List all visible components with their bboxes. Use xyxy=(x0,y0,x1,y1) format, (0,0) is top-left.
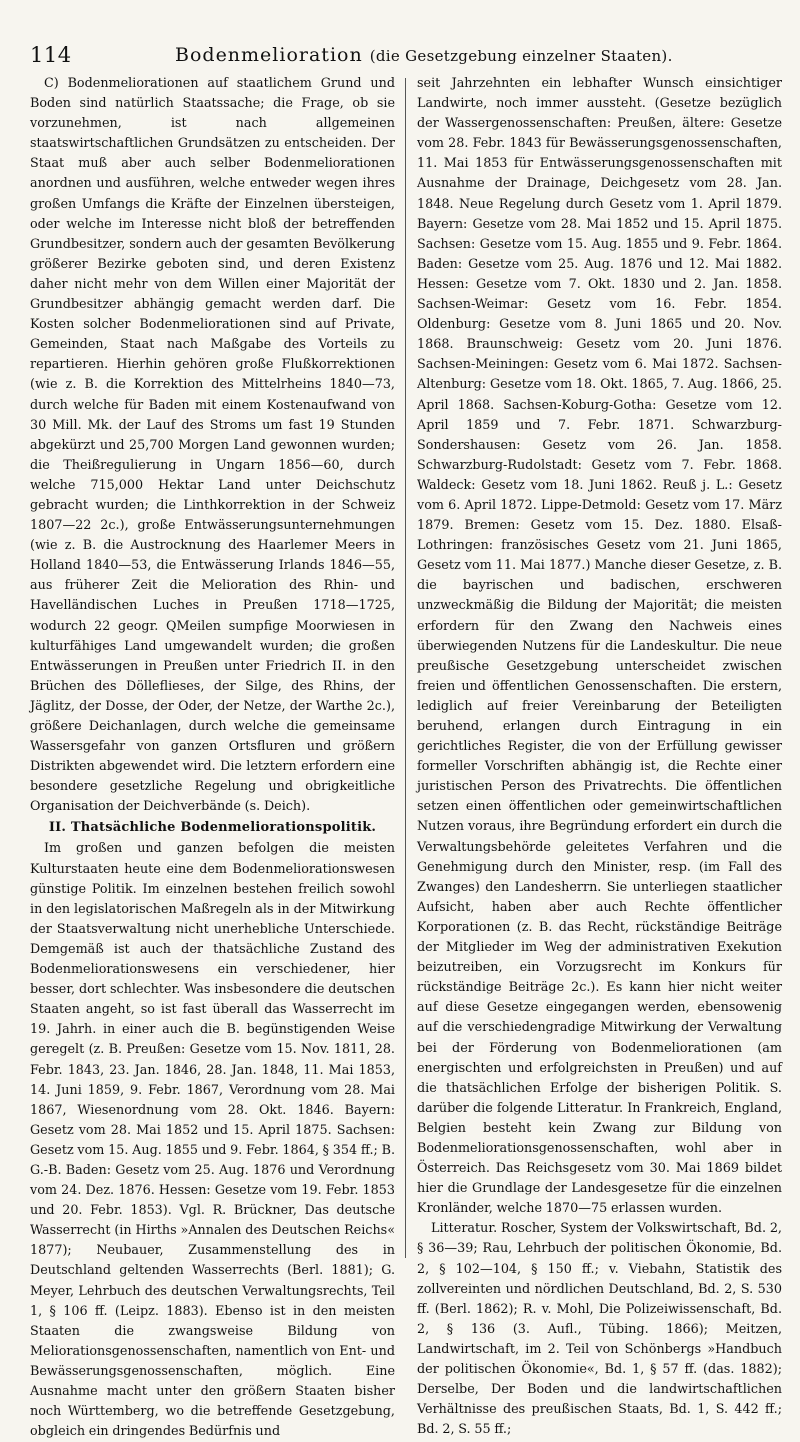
section-heading: II. Thatsächliche Bodenmeliorationspolitik. xyxy=(48,820,377,836)
literature-paragraph: Litteratur. Roscher, System der Volkswirtschaft, Bd. 2, § 36—39; Rau, Lehrbuch der politischen Ökonomie, Bd. 2, § 102—104, § 150 ff.; v. Viebahn, Statistik des zollvereinten und nördlichen Deutschland, Bd. 2, S. 530 ff. (Berl. 1862); R. v. Mohl, Die Polizeiwissenschaft, Bd. 2, § 136 (3. Aufl., Tübing. 1866); Meitzen, Landwirtschaft, im 2. Teil von Schönbergs »Handbuch der politischen Ökonomie«, Bd. 1, § 57 ff. (das. 1882); Derselbe, Der Boden und die landwirtschaftlichen Verhältnisse des preußischen Staats, Bd. 1, S. 442 ff.; Bd. 2, S. 55 ff.; xyxy=(417,1221,782,1438)
running-head-subtitle: (die Gesetzgebung einzelner Staaten). xyxy=(369,47,673,65)
running-head-title: Bodenmelioration xyxy=(175,44,363,66)
page-number: 114 xyxy=(30,43,72,67)
paragraph: Im großen und ganzen befolgen die meisten Kulturstaaten heute eine dem Bodenmeliorationswesen günstige Politik. Im einzelnen bestehen freilich sowohl in den legislatorischen Maßregeln als in der Mitwirkung der Staatsverwaltung nicht unerhebliche Unterschiede. Demgemäß ist auch der thatsächliche Zustand des Bodenmeliorationswesens ein verschiedener, hier besser, dort schlechter. Was insbesondere die deutschen Staaten angeht, so ist fast überall das Wasserrecht im 19. Jahrh. in einer auch die B. begünstigenden Weise geregelt (z. B. Preußen: Gesetze vom 15. Nov. 1811, 28. Febr. 1843, 23. Jan. 1846, 28. Jan. 1848, 11. Mai 1853, 14. Juni 1859, 9. Febr. 1867, Verordnung vom 28. Mai 1867, Wiesenordnung vom 28. Okt. 1846. Bayern: Gesetz vom 28. Mai 1852 und 15. April 1875. Sachsen: Gesetz vom 15. Aug. 1855 und 9. Febr. 1864, § 354 ff.; B. G.-B. Baden: Gesetz vom 25. Aug. 1876 und Verordnung vom 24. Dez. 1876. Hessen: Gesetze vom 19. Febr. 1853 und 20. Febr. 1853). Vgl. R. Brückner, Das deutsche Wasserrecht (in Hirths »Annalen des Deutschen Reichs« 1877); Neubauer, Zusammenstellung des in Deutschland geltenden Wasserrechts (Berl. 1881); G. Meyer, Lehrbuch des deutschen Verwaltungsrechts, Teil 1, § 106 ff. (Leipz. 1883). Ebenso ist in den meisten Staaten die zwangsweise Bildung von Meliorationsgenossenschaften, namentlich von Ent- und Bewässerungsgenossenschaften, möglich. Eine Ausnahme macht unter den größern Staaten bisher noch Württemberg, wo die betreffende Gesetzgebung, obgleich ein dringendes Bedürfnis und xyxy=(30,841,395,1440)
column-divider xyxy=(405,78,406,1258)
page-header xyxy=(30,40,785,70)
left-column xyxy=(30,74,395,1442)
paragraph: seit Jahrzehnten ein lebhafter Wunsch einsichtiger Landwirte, noch immer aussteht. (Gesetze bezüglich der Wassergenossenschaften: Preußen, ältere: Gesetze vom 28. Febr. 1843 für Bewässerungsgenossenschaften, 11. Mai 1853 für Entwässerungsgenossenschaften mit Ausnahme der Drainage, Deichgesetz vom 28. Jan. 1848. Neue Regelung durch Gesetz vom 1. April 1879. Bayern: Gesetze vom 28. Mai 1852 und 15. April 1875. Sachsen: Gesetze vom 15. Aug. 1855 und 9. Febr. 1864. Baden: Gesetze vom 25. Aug. 1876 und 12. Mai 1882. Hessen: Gesetze vom 7. Okt. 1830 und 2. Jan. 1858. Sachsen-Weimar: Gesetz vom 16. Febr. 1854. Oldenburg: Gesetze vom 8. Juni 1865 und 20. Nov. 1868. Braunschweig: Gesetz vom 20. Juni 1876. Sachsen-Meiningen: Gesetz vom 6. Mai 1872. Sachsen-Altenburg: Gesetze vom 18. Okt. 1865, 7. Aug. 1866, 25. April 1868. Sachsen-Koburg-Gotha: Gesetze vom 12. April 1859 und 7. Febr. 1871. Schwarzburg-Sondershausen: Gesetz vom 26. Jan. 1858. Schwarzburg-Rudolstadt: Gesetz vom 7. Febr. 1868. Waldeck: Gesetz vom 18. Juni 1862. Reuß j. L.: Gesetz vom 6. April 1872. Lippe-Detmold: Gesetz vom 17. März 1879. Bremen: Gesetz vom 15. Dez. 1880. Elsaß-Lothringen: französisches Gesetz vom 21. Juni 1865, Gesetz vom 11. Mai 1877.) Manche dieser Gesetze, z. B. die bayrischen und badischen, erschweren unzweckmäßig die Bildung der Majorität; die meisten erfordern für den Zwang den Nachweis eines überwiegenden Nutzens für die Landeskultur. Die neue preußische Gesetzgebung unterscheidet zwischen freien und öffentlichen Genossenschaften. Die erstern, lediglich auf freier Vereinbarung der Beteiligten beruhend, erlangen durch Eintragung in ein gerichtliches Register, die von der Erfüllung gewisser formeller Vorschriften abhängig ist, die Rechte einer juristischen Person des Privatrechts. Die öffentlichen setzen einen öffentlichen oder gemeinwirtschaftlichen Nutzen voraus, ihre Begründung erfordert ein durch die Verwaltungsbehörde geleitetes Verfahren und die Genehmigung durch den Minister, resp. (im Fall des Zwanges) den Landesherrn. Sie unterliegen staatlicher Aufsicht, haben aber auch Rechte öffentlicher Korporationen (z. B. das Recht, rückständige Beiträge der Mitglieder im Weg der administrativen Exekution beizutreiben, ein Vorzugsrecht im Konkurs für rückständige Beiträge 2c.). Es kann hier nicht weiter auf diese Gesetze eingegangen werden, ebensowenig auf die verschiedengradige Mitwirkung der Verwaltung bei der Förderung von Bodenmeliorationen (am energischten und erfolgreichsten in Preußen) und auf die thatsächlichen Erfolge der bisherigen Politik. S. darüber die folgende Litteratur. In Frankreich, England, Belgien besteht kein Zwang zur Bildung von Bodenmeliorationsgenossenschaften, wohl aber in Österreich. Das Reichsgesetz vom 30. Mai 1869 bildet hier die Grundlage der Landesgesetze für die einzelnen Kronländer, welche 1870—75 erlassen wurden. xyxy=(417,76,782,1217)
right-column xyxy=(417,74,782,1440)
paragraph: C) Bodenmeliorationen auf staatlichem Grund und Boden sind natürlich Staatssache; die Frage, ob sie vorzunehmen, ist nach allgemeinen staatswirtschaftlichen Grundsätzen zu entscheiden. Der Staat muß aber auch selber Bodenmeliorationen anordnen und ausführen, welche entweder wegen ihres großen Umfangs die Kräfte der Einzelnen übersteigen, oder welche im Interesse nicht bloß der betreffenden Grundbesitzer, sondern auch der gesamten Bevölkerung größerer Bezirke geboten sind, und deren Existenz daher nicht mehr von dem Willen einer Majorität der Grundbesitzer abhängig gemacht werden darf. Die Kosten solcher Bodenmeliorationen sind auf Private, Gemeinden, Staat nach Maßgabe des Vorteils zu repartieren. Hierhin gehören große Flußkorrektionen (wie z. B. die Korrektion des Mittelrheins 1840—73, durch welche für Baden mit einem Kostenaufwand von 30 Mill. Mk. der Lauf des Stroms um fast 19 Stunden abgekürzt und 25,700 Morgen Land gewonnen wurden; die Theißregulierung in Ungarn 1856—60, durch welche 715,000 Hektar Land unter Deichschutz gebracht wurden; die Linthkorrektion in der Schweiz 1807—22 2c.), große Entwässerungsunternehmungen (wie z. B. die Austrocknung des Haarlemer Meers in Holland 1840—53, die Entwässerung Irlands 1846—55, aus früherer Zeit die Melioration des Rhin- und Havelländischen Luches in Preußen 1718—1725, wodurch 22 geogr. QMeilen sumpfige Moorwiesen in kulturfähiges Land umgewandelt wurden; die großen Entwässerungen in Preußen unter Friedrich II. in den Brüchen des Dölleflieses, der Silge, des Rhins, der Jäglitz, der Dosse, der Oder, der Netze, der Warthe 2c.), größere Deichanlagen, durch welche die gemeinsame Wassersgefahr von ganzen Ortsfluren und größern Distrikten abgewendet wird. Die letztern erfordern eine besondere gesetzliche Regelung und obrigkeitliche Organisation der Deichverbände (s. Deich). xyxy=(30,76,395,815)
running-head xyxy=(175,40,673,71)
